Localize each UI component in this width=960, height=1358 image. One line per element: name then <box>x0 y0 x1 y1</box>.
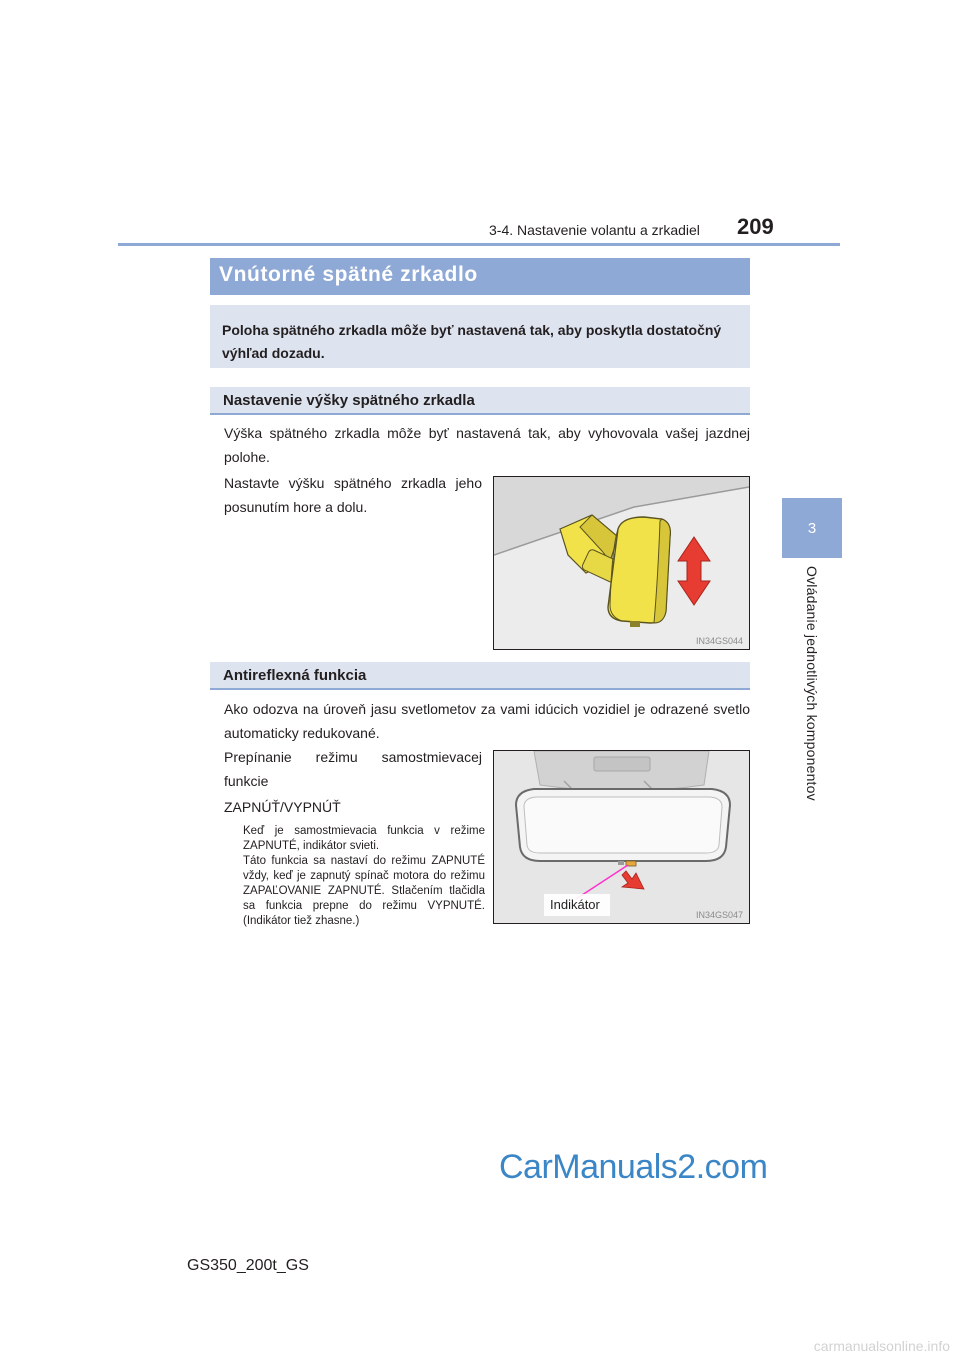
chapter-label <box>782 566 842 816</box>
antiglare-illustration <box>494 751 749 923</box>
onoff-note <box>243 824 485 929</box>
height-paragraph-2: Nastavte výšku spätného zrkadla jeho posunutím hore a dolu. <box>224 475 482 515</box>
indicator-label: Indikátor <box>550 897 600 912</box>
onoff-note-2: Táto funkcia sa nastaví do režimu ZAPNUTÉ vždy, keď je zapnutý spínač motora do režimu ZAPAĽOVANIE ZAPNUTÉ. Stlačením tlačidla sa funkcia prepne do režimu VYPNUTÉ. (Indikátor tiež zhasne.) <box>243 855 485 927</box>
section-header: 3-4. Nastavenie volantu a zrkadiel <box>489 222 700 238</box>
page-title: Vnútorné spätné zrkadlo <box>210 258 750 295</box>
antiglare-section-heading: Antireflexná funkcia <box>210 662 750 690</box>
onoff-label: ZAPNÚŤ/VYPNÚŤ <box>224 799 341 815</box>
watermark-logo: CarManuals2.com <box>499 1148 768 1186</box>
chapter-label-text: Ovládanie jednotlivých komponentov <box>804 566 820 801</box>
footer-model: GS350_200t_GS <box>187 1257 309 1274</box>
antiglare-paragraph-1: Ako odozva na úroveň jasu svetlometov za vami idúcich vozidiel je odrazené svetlo automaticky redukované. <box>224 701 750 741</box>
mirror-height-illustration <box>494 477 749 649</box>
figure-code-1: IN34GS044 <box>695 636 743 646</box>
chapter-tab: 3 <box>782 498 842 558</box>
watermark-url: carmanualsonline.info <box>813 1338 950 1354</box>
antiglare-figure <box>493 750 750 924</box>
height-paragraph-1: Výška spätného zrkadla môže byť nastavená tak, aby vyhovovala vašej jazdnej polohe. <box>224 425 750 465</box>
header-rule <box>118 243 840 246</box>
page-number: 209 <box>737 214 774 239</box>
onoff-note-1: Keď je samostmievacia funkcia v režime ZAPNUTÉ, indikátor svieti. <box>243 825 485 852</box>
figure-code-2: IN34GS047 <box>695 910 743 920</box>
intro-box: Poloha spätného zrkadla môže byť nastavená tak, aby poskytla dostatočný výhľad dozadu. <box>210 305 750 368</box>
antiglare-paragraph-2: Prepínanie režimu samostmievacej funkcie <box>224 749 482 789</box>
mirror-height-figure <box>493 476 750 650</box>
height-section-heading: Nastavenie výšky spätného zrkadla <box>210 387 750 415</box>
